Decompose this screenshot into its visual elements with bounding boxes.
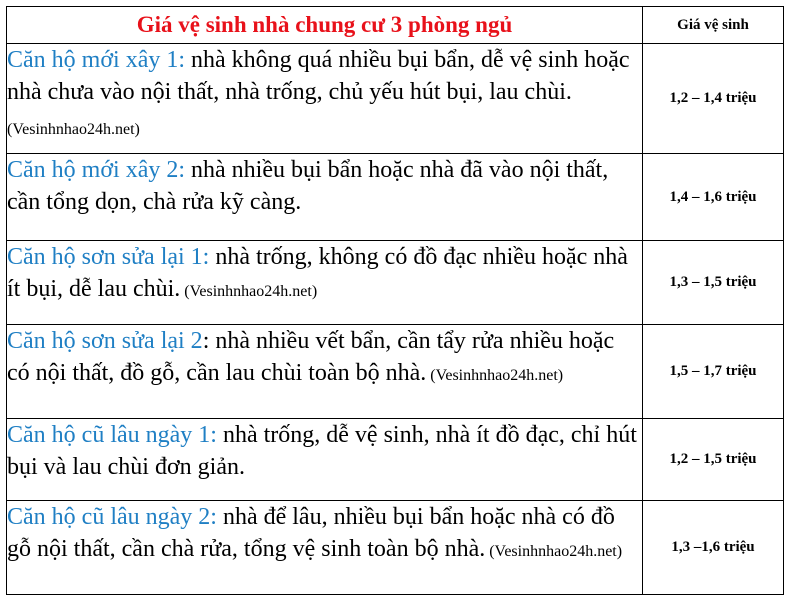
table-row (7, 325, 784, 419)
header-row (7, 7, 784, 44)
row-price: 1,2 – 1,4 triệu (643, 44, 784, 154)
table-row (7, 241, 784, 325)
row-name: Căn hộ cũ lâu ngày 2: (7, 504, 217, 530)
row-price: 1,3 –1,6 triệu (643, 501, 784, 595)
table-row (7, 419, 784, 501)
row-name: Căn hộ mới xây 1: (7, 47, 186, 73)
row-price: 1,4 – 1,6 triệu (643, 154, 784, 241)
row-desc-text: nhà nhiều bụi bẩn hoặc nhà đã vào nội thất, cần tổng dọn, chà rửa kỹ càng. (7, 157, 609, 215)
row-desc-text: nhà trống, dễ vệ sinh, nhà ít đồ đạc, chỉ hút bụi và lau chùi đơn giản. (7, 422, 637, 480)
row-description (7, 154, 643, 241)
row-price: 1,3 – 1,5 triệu (643, 241, 784, 325)
row-description (7, 44, 643, 154)
row-source: (Vesinhnhao24h.net) (485, 543, 623, 560)
row-name: Căn hộ cũ lâu ngày 1: (7, 422, 217, 448)
row-price: 1,2 – 1,5 triệu (643, 419, 784, 501)
row-name: Căn hộ sơn sửa lại 2 (7, 328, 203, 354)
row-description (7, 325, 643, 419)
price-table (6, 6, 784, 595)
row-desc-text: : nhà nhiều vết bẩn, cần tẩy rửa nhiều hoặc có nội thất, đồ gỗ, cần lau chùi toàn bộ nhà. (7, 328, 615, 386)
row-desc-text: nhà không quá nhiều bụi bẩn, dễ vệ sinh hoặc nhà chưa vào nội thất, nhà trống, chủ yếu hút bụi, lau chùi. (7, 47, 630, 105)
row-desc-text: nhà trống, không có đồ đạc nhiều hoặc nhà ít bụi, dễ lau chùi. (7, 244, 628, 302)
row-name: Căn hộ sơn sửa lại 1: (7, 244, 210, 270)
table-row (7, 154, 784, 241)
row-source: (Vesinhnhao24h.net) (180, 283, 318, 300)
row-description (7, 501, 643, 595)
row-description (7, 419, 643, 501)
row-source: (Vesinhnhao24h.net) (426, 367, 564, 384)
row-description (7, 241, 643, 325)
row-price: 1,5 – 1,7 triệu (643, 325, 784, 419)
table-title: Giá vệ sinh nhà chung cư 3 phòng ngủ (7, 7, 643, 44)
price-column-header: Giá vệ sinh (643, 7, 784, 44)
table-row (7, 501, 784, 595)
table-row (7, 44, 784, 154)
row-name: Căn hộ mới xây 2: (7, 157, 186, 183)
row-source: (Vesinhnhao24h.net) (7, 121, 140, 138)
row-desc-text: nhà để lâu, nhiều bụi bẩn hoặc nhà có đồ gỗ nội thất, cần chà rửa, tổng vệ sinh toàn bộ nhà. (7, 504, 615, 562)
